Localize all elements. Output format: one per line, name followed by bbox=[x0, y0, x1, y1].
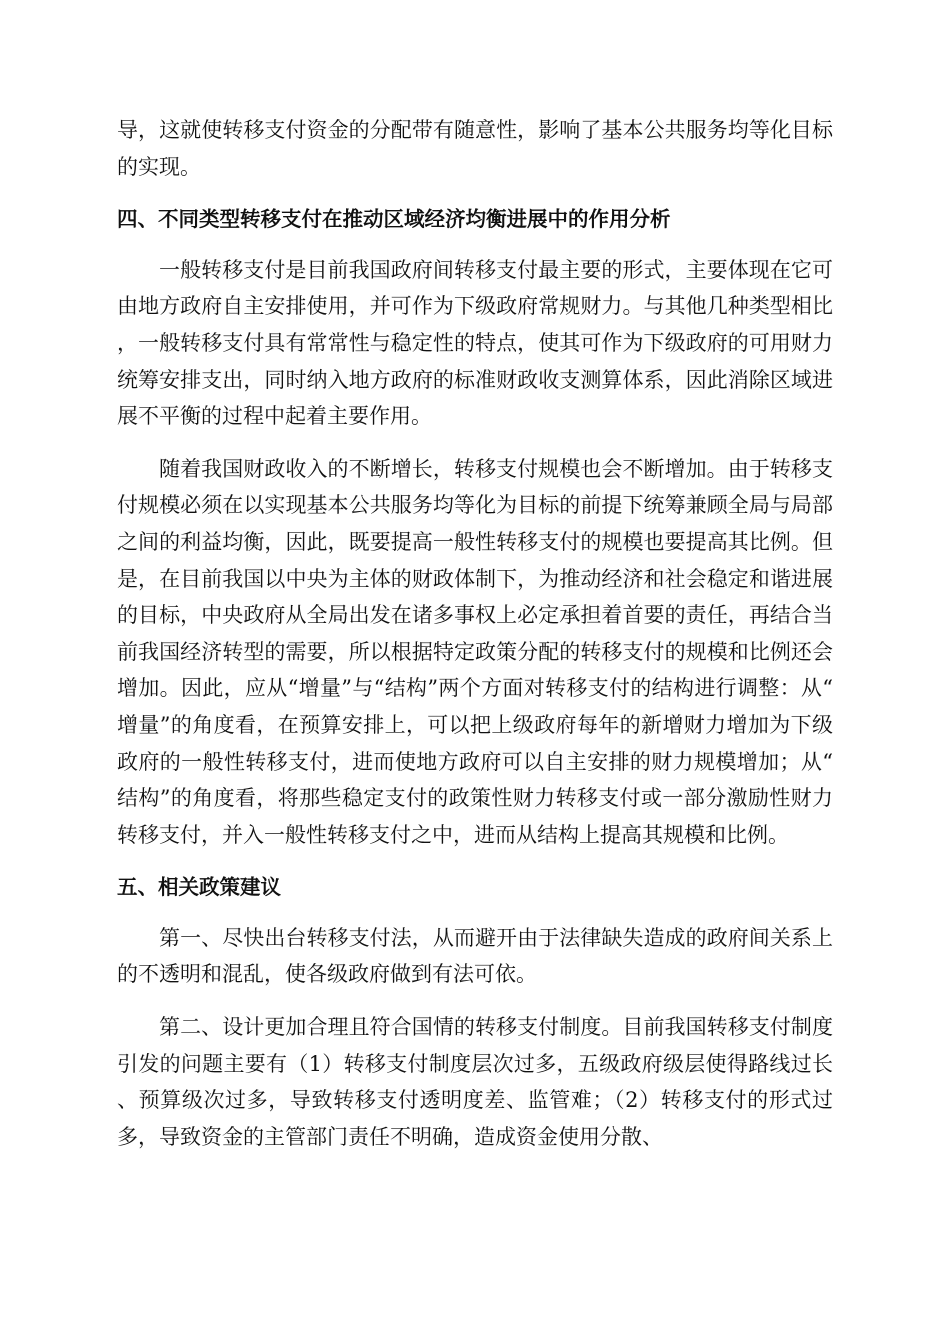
spacer bbox=[117, 993, 833, 1009]
paragraph-continuation: 导，这就使转移支付资金的分配带有随意性，影响了基本公共服务均等化目标的实现。 bbox=[117, 118, 833, 179]
paragraph-recommendation-1: 第一、尽快出台转移支付法，从而避开由于法律缺失造成的政府间关系上的不透明和混乱，使各级政府做到有法可依。 bbox=[117, 925, 833, 987]
spacer bbox=[117, 435, 833, 451]
section-heading-4: 四、不同类型转移支付在推动区域经济均衡进展中的作用分析 bbox=[117, 207, 671, 232]
paragraph-general-transfer: 一般转移支付是目前我国政府间转移支付最主要的形式，主要体现在它可由地方政府自主安排使用，并可作为下级政府常规财力。与其他几种类型相比，一般转移支付具有常常性与稳定性的特点，使其可作为下级政府的可用财力统筹安排支出，同时纳入地方政府的标准财政收支测算体系，因此消除区域进展不平衡的过程中起着主要作用。 bbox=[117, 257, 833, 429]
section-heading-5: 五、相关政策建议 bbox=[117, 875, 281, 900]
document-page bbox=[117, 112, 833, 1155]
spacer bbox=[117, 238, 833, 252]
spacer bbox=[117, 853, 833, 869]
paragraph-recommendation-2: 第二、设计更加合理且符合国情的转移支付制度。目前我国转移支付制度引发的问题主要有（1）转移支付制度层次过多，五级政府级层使得路线过长、预算级次过多，导致转移支付透明度差、监管难；（2）转移支付的形式过多，导致资金的主管部门责任不明确，造成资金使用分散、 bbox=[117, 1015, 833, 1149]
spacer bbox=[117, 185, 833, 201]
spacer bbox=[117, 906, 833, 920]
paragraph-transfer-scale: 随着我国财政收入的不断增长，转移支付规模也会不断增加。由于转移支付规模必须在以实现基本公共服务均等化为目标的前提下统筹兼顾全局与局部之间的利益均衡，因此，既要提高一般性转移支付的规模也要提高其比例。但是，在目前我国以中央为主体的财政体制下，为推动经济和社会稳定和谐进展的目标，中央政府从全局出发在诸多事权上必定承担着首要的责任，再结合当前我国经济转型的需要，所以根据特定政策分配的转移支付的规模和比例还会增加。因此，应从“增量”与“结构”两个方面对转移支付的结构进行调整：从“增量”的角度看，在预算安排上，可以把上级政府每年的新增财力增加为下级政府的一般性转移支付，进而使地方政府可以自主安排的财力规模增加；从“结构”的角度看，将那些稳定支付的政策性财力转移支付或一部分激励性财力转移支付，并入一般性转移支付之中，进而从结构上提高其规模和比例。 bbox=[117, 456, 833, 847]
